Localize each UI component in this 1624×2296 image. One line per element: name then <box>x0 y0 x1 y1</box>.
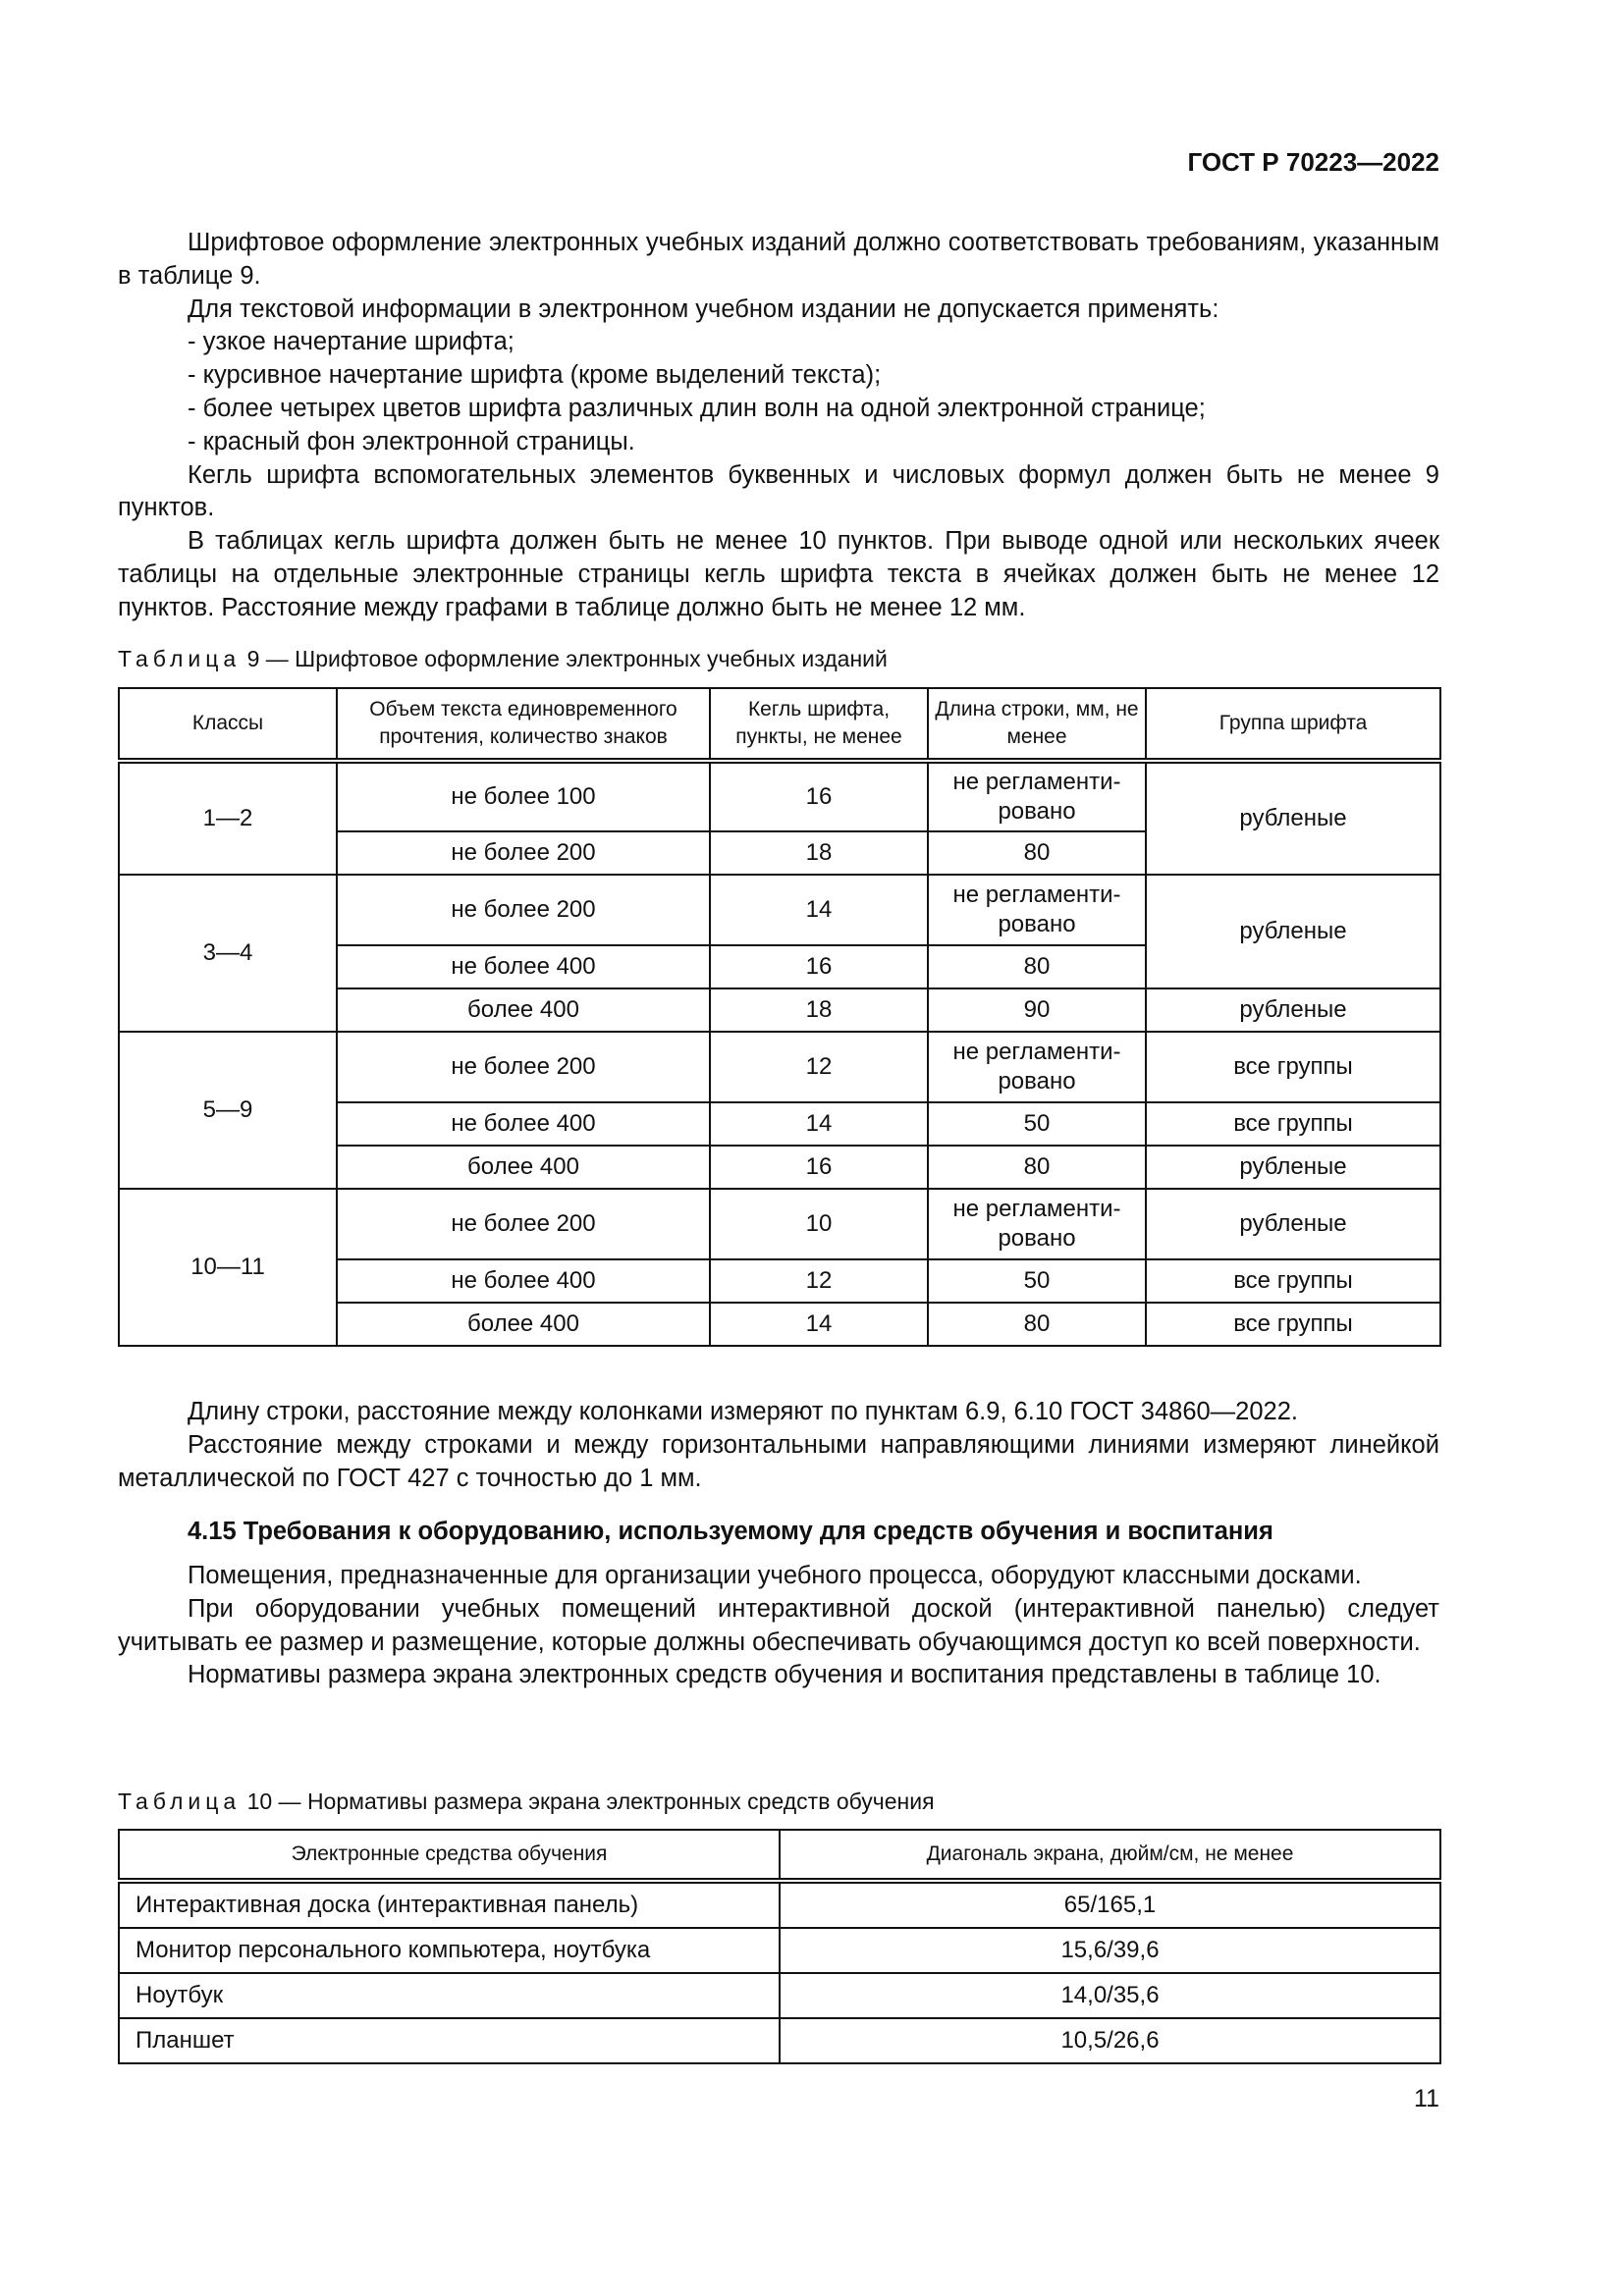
cell: не регламенти-ровано <box>928 875 1146 945</box>
cell: не более 200 <box>337 831 710 875</box>
paragraph: Для текстовой информации в электронном учебном издании не допускается применять: <box>188 294 1219 323</box>
cell: рубленые <box>1146 1189 1440 1259</box>
page-number: 11 <box>1414 2085 1439 2112</box>
cell: более 400 <box>337 1146 710 1189</box>
cell: 12 <box>710 1032 928 1102</box>
table-row <box>119 1881 1440 1928</box>
cell: не более 200 <box>337 1032 710 1102</box>
document-header: ГОСТ Р 70223—2022 <box>1187 147 1439 177</box>
cell: 16 <box>710 1146 928 1189</box>
cell: рубленые <box>1146 761 1440 875</box>
classes-cell: 5—9 <box>119 1032 337 1189</box>
list-item: - узкое начертание шрифта; <box>188 328 514 356</box>
cell: более 400 <box>337 1303 710 1346</box>
cell: 10,5/26,6 <box>780 2018 1440 2063</box>
cell: рубленые <box>1146 988 1440 1032</box>
cell: все группы <box>1146 1102 1440 1146</box>
cell: 80 <box>928 1303 1146 1346</box>
intro-text <box>118 227 1439 625</box>
cell: 50 <box>928 1102 1146 1146</box>
cell: 16 <box>710 945 928 988</box>
cell: не регламенти-ровано <box>928 1032 1146 1102</box>
table9 <box>118 687 1439 1347</box>
cell: 12 <box>710 1259 928 1303</box>
cell: не регламенти-ровано <box>928 761 1146 831</box>
cell: все группы <box>1146 1032 1440 1102</box>
table-row <box>119 1189 1440 1259</box>
header-cell: Диагональ экрана, дюйм/см, не менее <box>780 1830 1440 1881</box>
cell: 16 <box>710 761 928 831</box>
table9-caption <box>118 644 1439 673</box>
cell: не более 400 <box>337 945 710 988</box>
cell: 18 <box>710 988 928 1032</box>
cell: не более 200 <box>337 1189 710 1259</box>
cell: 80 <box>928 831 1146 875</box>
section-heading: 4.15 Требования к оборудованию, используемому для средств обучения и воспитания <box>188 1518 1273 1545</box>
cell: Монитор персонального компьютера, ноутбука <box>119 1928 780 1973</box>
cell: 90 <box>928 988 1146 1032</box>
paragraph: Кегль шрифта вспомогательных элементов буквенных и числовых формул должен быть не менее 9 пунктов. <box>118 460 1439 522</box>
table10 <box>118 1829 1439 2064</box>
cell: рубленые <box>1146 1146 1440 1189</box>
cell: Ноутбук <box>119 1973 780 2018</box>
paragraph: Нормативы размера экрана электронных средств обучения и воспитания представлены в таблице 10. <box>188 1661 1381 1689</box>
table-row <box>119 1032 1440 1102</box>
cell: 65/165,1 <box>780 1881 1440 1928</box>
header-cell: Длина строки, мм, не менее <box>928 688 1146 761</box>
list-item: - более четырех цветов шрифта различных длин волн на одной электронной странице; <box>188 394 1206 422</box>
caption-label: Таблица <box>118 1789 242 1814</box>
table10-caption <box>118 1787 1439 1816</box>
table-row <box>119 2018 1440 2063</box>
classes-cell: 3—4 <box>119 875 337 1032</box>
cell: 14 <box>710 875 928 945</box>
cell: 14 <box>710 1303 928 1346</box>
cell: не более 400 <box>337 1259 710 1303</box>
table-row <box>119 1973 1440 2018</box>
cell: все группы <box>1146 1303 1440 1346</box>
list-item: - красный фон электронной страницы. <box>188 427 635 455</box>
caption-label: Таблица <box>118 646 242 671</box>
cell: 14,0/35,6 <box>780 1973 1440 2018</box>
cell: 80 <box>928 945 1146 988</box>
header-cell: Группа шрифта <box>1146 688 1440 761</box>
cell: все группы <box>1146 1259 1440 1303</box>
paragraph: При оборудовании учебных помещений интерактивной доской (интерактивной панелью) следует учитывать ее размер и размещение, которые должны обеспечивать обучающимся доступ ко всей поверхности. <box>118 1594 1439 1656</box>
cell: Планшет <box>119 2018 780 2063</box>
cell: не более 200 <box>337 875 710 945</box>
paragraph: Шрифтовое оформление электронных учебных изданий должно соответствовать требованиям, указанным в таблице 9. <box>118 229 1439 290</box>
cell: 50 <box>928 1259 1146 1303</box>
table-row <box>119 875 1440 945</box>
caption-text: 9 — Шрифтовое оформление электронных учебных изданий <box>241 646 888 671</box>
classes-cell: 1—2 <box>119 761 337 875</box>
cell: не регламенти-ровано <box>928 1189 1146 1259</box>
cell: 14 <box>710 1102 928 1146</box>
cell: более 400 <box>337 988 710 1032</box>
header-cell: Электронные средства обучения <box>119 1830 780 1881</box>
after-table-text <box>118 1396 1439 1495</box>
caption-text: 10 — Нормативы размера экрана электронных средств обучения <box>241 1789 935 1814</box>
paragraph: В таблицах кегль шрифта должен быть не менее 10 пунктов. При выводе одной или нескольких ячеек таблицы на отдельные электронные страницы кегль шрифта текста в ячейках должен быть не менее 12 пунктов. Расстояние между графами в таблице должно быть не менее 12 мм. <box>118 527 1439 621</box>
header-cell: Объем текста единовременного прочтения, количество знаков <box>337 688 710 761</box>
cell: не более 100 <box>337 761 710 831</box>
cell: не более 400 <box>337 1102 710 1146</box>
table-row <box>119 1928 1440 1973</box>
section-4-15 <box>118 1518 1439 1692</box>
paragraph: Помещения, предназначенные для организации учебного процесса, оборудуют классными досками. <box>188 1562 1362 1589</box>
table-row <box>119 761 1440 831</box>
cell: 80 <box>928 1146 1146 1189</box>
cell: 15,6/39,6 <box>780 1928 1440 1973</box>
cell: Интерактивная доска (интерактивная панель) <box>119 1881 780 1928</box>
cell: рубленые <box>1146 875 1440 988</box>
paragraph: Расстояние между строками и между горизонтальными направляющими линиями измеряют линейкой металлической по ГОСТ 427 с точностью до 1 мм. <box>118 1430 1439 1492</box>
header-cell: Классы <box>119 688 337 761</box>
list-item: - курсивное начертание шрифта (кроме выделений текста); <box>188 361 882 390</box>
header-cell: Кегль шрифта, пункты, не менее <box>710 688 928 761</box>
paragraph: Длину строки, расстояние между колонками измеряют по пунктам 6.9, 6.10 ГОСТ 34860—2022. <box>188 1398 1298 1425</box>
classes-cell: 10—11 <box>119 1189 337 1346</box>
cell: 10 <box>710 1189 928 1259</box>
cell: 18 <box>710 831 928 875</box>
